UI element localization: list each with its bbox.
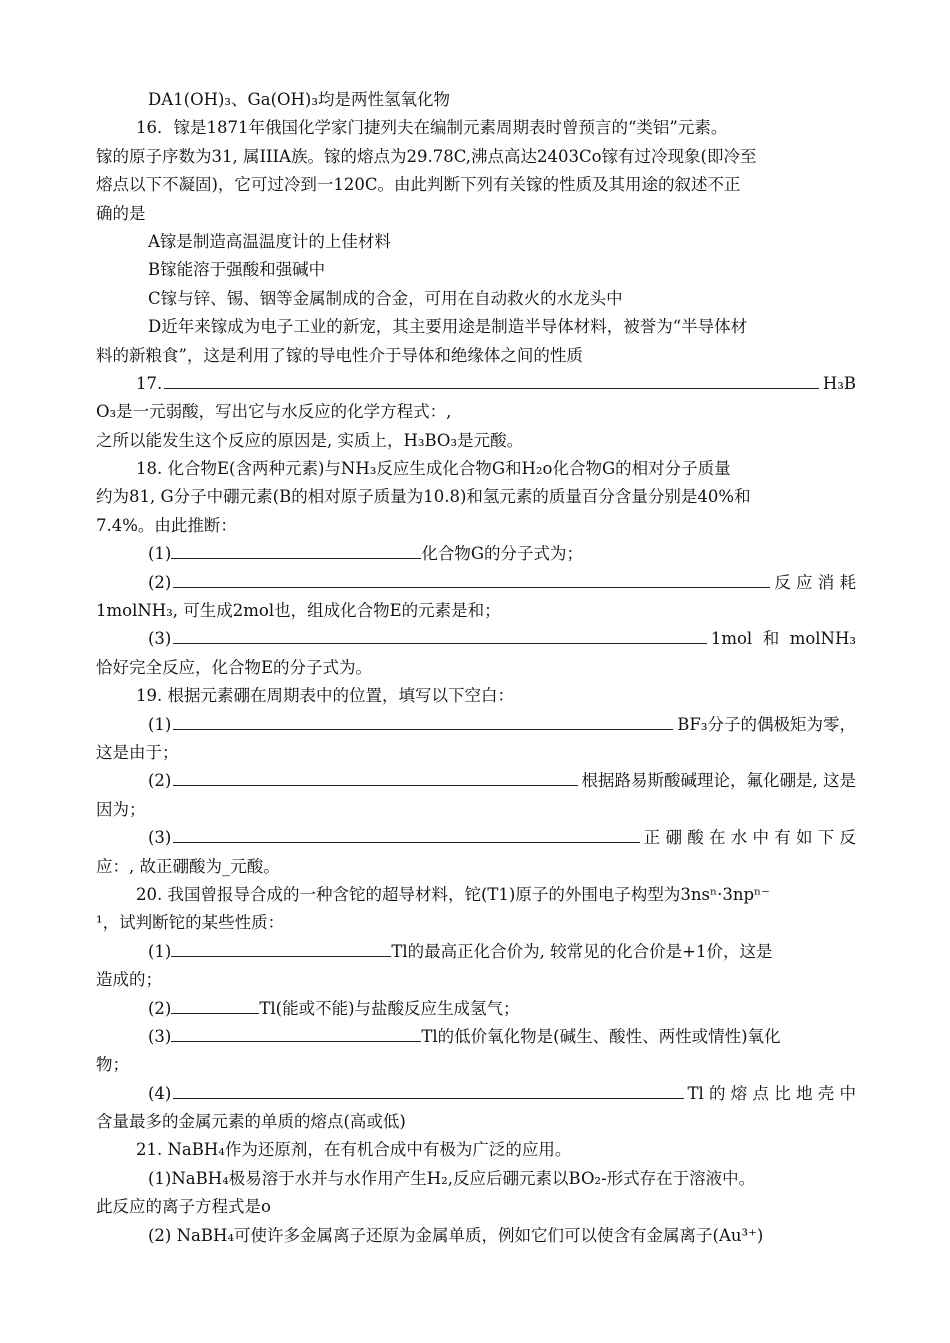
sub-question-line: [96, 938, 856, 966]
answer-blank[interactable]: [171, 1023, 421, 1042]
sub-question-line: [96, 1023, 856, 1051]
text-fragment: 化合物G的分子式为；: [421, 544, 584, 564]
answer-blank[interactable]: [164, 370, 819, 389]
answer-blank[interactable]: [173, 824, 639, 843]
text-line: 应：, 故正硼酸为_元酸。: [96, 856, 280, 876]
text-fragment: 1mol 和 molNH₃: [710, 629, 856, 649]
sub-question-number: (3): [148, 1026, 172, 1046]
text-line: 因为；: [96, 799, 146, 819]
answer-blank[interactable]: [173, 625, 706, 644]
sub-question-line: [96, 625, 856, 653]
option-a: A镓是制造高温温度计的上佳材料: [148, 231, 391, 251]
text-line: 1molNH₃, 可生成2mol也，组成化合物E的元素是和；: [96, 601, 501, 621]
sub-question-number: (3): [148, 828, 172, 848]
text-line: (2) NaBH₄可使许多金属离子还原为金属单质，例如它们可以使含有金属离子(Au³⁺): [148, 1225, 764, 1245]
text-line: 镓的原子序数为31, 属IIIA族。镓的熔点为29.78C,沸点高达2403Co镓有过冷现象(即冷至: [96, 146, 757, 166]
answer-blank[interactable]: [173, 569, 770, 588]
text-line: 恰好完全反应，化合物E的分子式为。: [96, 657, 373, 677]
text-line: 含量最多的金属元素的单质的熔点(高或低): [96, 1112, 406, 1132]
text-line: 熔点以下不凝固)，它可过冷到一120C。由此判断下列有关镓的性质及其用途的叙述不正: [96, 175, 741, 195]
text-line: 料的新粮食”，这是利用了镓的导电性介于导体和绝缘体之间的性质: [96, 345, 583, 365]
answer-blank[interactable]: [173, 1080, 683, 1099]
answer-blank[interactable]: [171, 938, 391, 957]
text-line: (1)NaBH₄极易溶于水并与水作用产生H₂,反应后硼元素以BO₂-形式存在于溶液中。: [148, 1168, 756, 1188]
sub-question-line: [96, 767, 856, 795]
text-fragment: Tl(能或不能)与盐酸反应生成氢气；: [259, 998, 520, 1018]
text-line: 这是由于；: [96, 742, 179, 762]
question-17-line: [96, 370, 856, 398]
question-19-stem: 19. 根据元素硼在周期表中的位置，填写以下空白：: [136, 686, 514, 706]
text-line: 约为81, G分子中硼元素(B的相对原子质量为10.8)和氢元素的质量百分含量分别是40%和: [96, 487, 751, 507]
option-c: C镓与锌、锡、铟等金属制成的合金，可用在自动救火的水龙头中: [148, 288, 623, 308]
sub-question-line: [96, 540, 856, 568]
text-fragment: H₃B: [822, 373, 856, 393]
sub-question-line: [96, 824, 856, 852]
answer-blank[interactable]: [173, 767, 577, 786]
sub-question-number: (2): [148, 998, 172, 1018]
text-line: 造成的；: [96, 970, 162, 990]
text-fragment: 反 应 消 耗: [774, 572, 856, 592]
sub-question-number: (2): [148, 771, 172, 791]
text-line: 确的是: [96, 203, 146, 223]
question-18-stem: 18. 化合物E(含两种元素)与NH₃反应生成化合物G和H₂o化合物G的相对分子质量: [136, 459, 731, 479]
sub-question-number: (3): [148, 629, 172, 649]
option-d: D近年来镓成为电子工业的新宠，其主要用途是制造半导体材料，被誉为“半导体材: [148, 317, 748, 337]
text-line: 之所以能发生这个反应的原因是, 实质上，H₃BO₃是元酸。: [96, 430, 524, 450]
answer-blank[interactable]: [173, 711, 673, 730]
sub-question-line: [96, 995, 856, 1023]
sub-question-number: (2): [148, 572, 172, 592]
question-20-stem: 20. 我国曾报导合成的一种含铊的超导材料，铊(T1)原子的外围电子构型为3nsⁿ·3npⁿ⁻: [136, 884, 770, 904]
text-line: O₃是一元弱酸，写出它与水反应的化学方程式：,: [96, 402, 452, 422]
sub-question-number: (1): [148, 714, 172, 734]
question-21-stem: 21. NaBH₄作为还原剂，在有机合成中有极为广泛的应用。: [136, 1140, 572, 1160]
answer-blank[interactable]: [171, 540, 421, 559]
sub-question-number: (1): [148, 544, 172, 564]
text-line: DA1(OH)₃、Ga(OH)₃均是两性氢氧化物: [148, 90, 450, 109]
sub-question-line: [96, 711, 856, 739]
text-line: 7.4%。由此推断：: [96, 515, 237, 535]
text-line: 物；: [96, 1055, 129, 1075]
text-line: ¹，试判断铊的某些性质：: [96, 913, 285, 933]
sub-question-line: [96, 569, 856, 597]
text-fragment: BF₃分子的偶极矩为零，: [677, 714, 856, 734]
document-page: [96, 86, 856, 1250]
text-fragment: Tl 的 熔 点 比 地 壳 中: [687, 1083, 856, 1103]
text-fragment: Tl的最高正化合价为, 较常见的化合价是+1价，这是: [391, 941, 773, 961]
question-16-stem: 16．镓是1871年俄国化学家门捷列夫在编制元素周期表时曾预言的“类铝”元素。: [136, 118, 728, 138]
sub-question-number: (4): [148, 1083, 172, 1103]
text-fragment: Tl的低价氧化物是(碱生、酸性、两性或情性)氧化: [421, 1026, 781, 1046]
sub-question-line: [96, 1080, 856, 1108]
question-number: 17.: [136, 373, 163, 393]
option-b: B镓能溶于强酸和强碱中: [148, 260, 326, 280]
text-fragment: 根据路易斯酸碱理论，氟化硼是, 这是: [581, 771, 856, 791]
sub-question-number: (1): [148, 941, 172, 961]
text-fragment: 正 硼 酸 在 水 中 有 如 下 反: [643, 828, 856, 848]
text-line: 此反应的离子方程式是o: [96, 1197, 271, 1217]
answer-blank[interactable]: [171, 995, 259, 1014]
